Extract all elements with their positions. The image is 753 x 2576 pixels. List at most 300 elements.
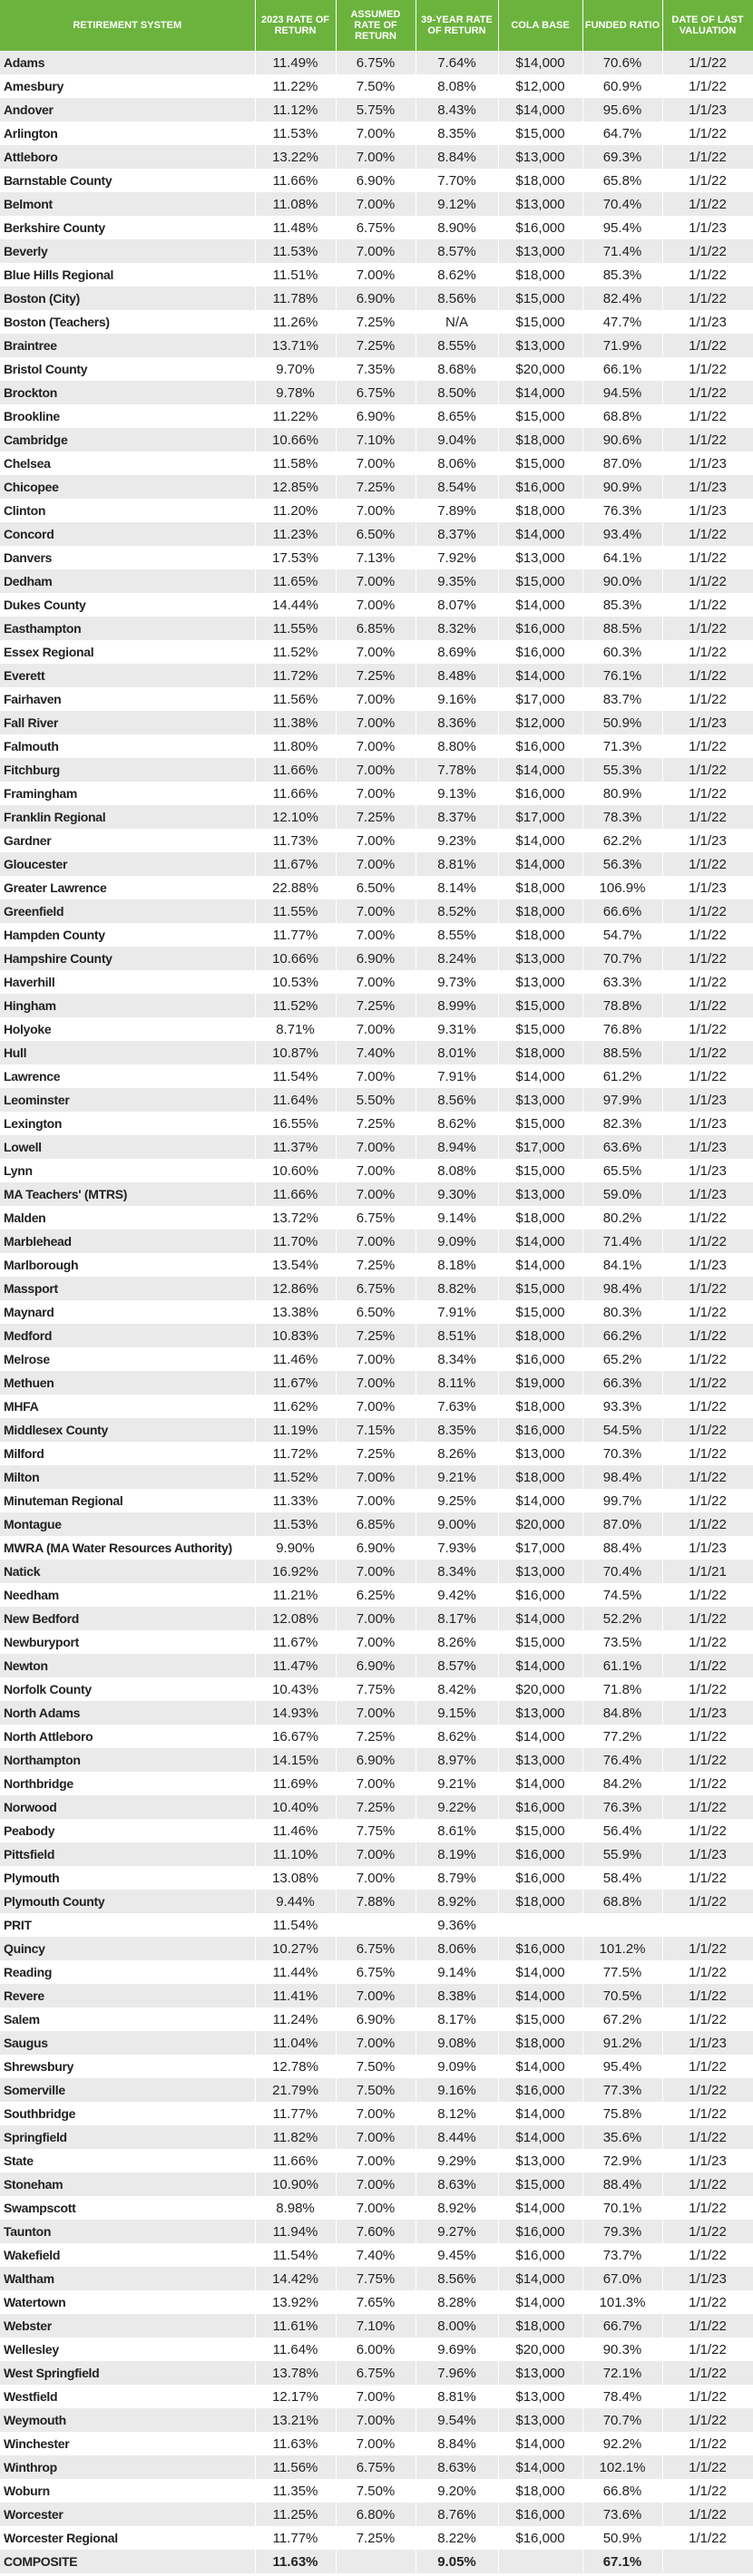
assumed-rate-of-return-cell: 5.75% [336, 98, 416, 122]
funded-ratio-cell: 77.5% [582, 1960, 662, 1984]
cola-base-cell: $14,000 [498, 2455, 582, 2479]
assumed-rate-of-return-cell: 7.00% [336, 2125, 416, 2149]
system-name-cell: Milton [0, 1465, 255, 1489]
funded-ratio-cell: 50.9% [582, 2526, 662, 2550]
rate-of-return-39-year-cell: 8.97% [416, 1748, 498, 1772]
date-of-last-valuation-cell: 1/1/22 [662, 1230, 753, 1253]
assumed-rate-of-return-cell: 7.75% [336, 2267, 416, 2290]
date-of-last-valuation-cell: 1/1/23 [662, 2149, 753, 2173]
cola-base-cell: $14,000 [498, 1253, 582, 1277]
rate-of-return-2023-cell: 11.48% [255, 216, 336, 239]
table-header [0, 0, 753, 51]
rate-of-return-39-year-cell: 8.51% [416, 1324, 498, 1347]
table-row [0, 404, 753, 428]
date-of-last-valuation-cell: 1/1/22 [662, 970, 753, 994]
system-name-cell: COMPOSITE [0, 2550, 255, 2573]
rate-of-return-39-year-cell: 9.09% [416, 2055, 498, 2078]
rate-of-return-39-year-cell: 8.82% [416, 1277, 498, 1300]
table-row [0, 1984, 753, 2007]
table-row [0, 1135, 753, 1159]
assumed-rate-of-return-cell: 7.50% [336, 2055, 416, 2078]
rate-of-return-2023-cell: 11.82% [255, 2125, 336, 2149]
rate-of-return-2023-cell: 11.12% [255, 98, 336, 122]
header-2023-rate-of-return: 2023 RATE OF RETURN [255, 0, 336, 51]
date-of-last-valuation-cell: 1/1/22 [662, 122, 753, 145]
funded-ratio-cell: 80.9% [582, 782, 662, 805]
funded-ratio-cell: 56.4% [582, 1819, 662, 1842]
rate-of-return-2023-cell: 11.41% [255, 1984, 336, 2007]
system-name-cell: Weymouth [0, 2408, 255, 2432]
rate-of-return-39-year-cell: 8.42% [416, 1677, 498, 1701]
assumed-rate-of-return-cell: 6.90% [336, 2007, 416, 2031]
rate-of-return-39-year-cell: 9.73% [416, 970, 498, 994]
system-name-cell: Greenfield [0, 899, 255, 923]
assumed-rate-of-return-cell: 7.00% [336, 145, 416, 169]
system-name-cell: Malden [0, 1206, 255, 1230]
cola-base-cell: $15,000 [498, 1630, 582, 1654]
funded-ratio-cell: 85.3% [582, 263, 662, 287]
date-of-last-valuation-cell: 1/1/22 [662, 2385, 753, 2408]
rate-of-return-39-year-cell: 7.64% [416, 51, 498, 74]
date-of-last-valuation-cell: 1/1/22 [662, 923, 753, 947]
date-of-last-valuation-cell: 1/1/22 [662, 1324, 753, 1347]
assumed-rate-of-return-cell: 6.75% [336, 51, 416, 74]
assumed-rate-of-return-cell: 7.00% [336, 1395, 416, 1418]
rate-of-return-39-year-cell: 7.93% [416, 1536, 498, 1560]
table-row [0, 2149, 753, 2173]
cola-base-cell: $14,000 [498, 2290, 582, 2314]
system-name-cell: Concord [0, 522, 255, 546]
funded-ratio-cell: 84.1% [582, 1253, 662, 1277]
funded-ratio-cell: 76.4% [582, 1748, 662, 1772]
table-row [0, 1772, 753, 1795]
table-row [0, 2503, 753, 2526]
rate-of-return-2023-cell: 11.21% [255, 1583, 336, 1607]
funded-ratio-cell: 76.1% [582, 664, 662, 687]
cola-base-cell: $15,000 [498, 1112, 582, 1135]
assumed-rate-of-return-cell: 7.00% [336, 758, 416, 782]
rate-of-return-39-year-cell: 9.45% [416, 2243, 498, 2267]
rate-of-return-39-year-cell: 8.81% [416, 852, 498, 876]
system-name-cell: Peabody [0, 1819, 255, 1842]
system-name-cell: Lynn [0, 1159, 255, 1182]
assumed-rate-of-return-cell: 7.00% [336, 2385, 416, 2408]
cola-base-cell: $16,000 [498, 1347, 582, 1371]
rate-of-return-2023-cell: 16.67% [255, 1725, 336, 1748]
cola-base-cell: $17,000 [498, 1536, 582, 1560]
assumed-rate-of-return-cell: 6.75% [336, 2455, 416, 2479]
funded-ratio-cell: 68.8% [582, 1890, 662, 1913]
funded-ratio-cell: 64.7% [582, 122, 662, 145]
rate-of-return-2023-cell: 11.47% [255, 1654, 336, 1677]
rate-of-return-2023-cell: 11.78% [255, 287, 336, 310]
system-name-cell: Stoneham [0, 2173, 255, 2196]
rate-of-return-39-year-cell: 8.26% [416, 1630, 498, 1654]
rate-of-return-2023-cell: 11.63% [255, 2432, 336, 2455]
funded-ratio-cell: 93.3% [582, 1395, 662, 1418]
cola-base-cell: $13,000 [498, 1088, 582, 1112]
table-row [0, 1866, 753, 1890]
date-of-last-valuation-cell: 1/1/22 [662, 334, 753, 357]
cola-base-cell: $16,000 [498, 617, 582, 640]
rate-of-return-39-year-cell: 9.30% [416, 1182, 498, 1206]
assumed-rate-of-return-cell: 7.00% [336, 1560, 416, 1583]
rate-of-return-39-year-cell: 8.55% [416, 334, 498, 357]
system-name-cell: Brockton [0, 381, 255, 404]
rate-of-return-39-year-cell: 7.78% [416, 758, 498, 782]
rate-of-return-39-year-cell: 9.14% [416, 1960, 498, 1984]
rate-of-return-39-year-cell: 9.27% [416, 2220, 498, 2243]
rate-of-return-2023-cell: 11.63% [255, 2550, 336, 2573]
cola-base-cell: $14,000 [498, 829, 582, 852]
date-of-last-valuation-cell [662, 2550, 753, 2573]
rate-of-return-39-year-cell: 8.38% [416, 1984, 498, 2007]
table-row [0, 2196, 753, 2220]
cola-base-cell: $14,000 [498, 381, 582, 404]
rate-of-return-2023-cell: 11.55% [255, 617, 336, 640]
system-name-cell: Massport [0, 1277, 255, 1300]
rate-of-return-39-year-cell: 8.57% [416, 239, 498, 263]
system-name-cell: Lexington [0, 1112, 255, 1135]
rate-of-return-2023-cell: 9.44% [255, 1890, 336, 1913]
rate-of-return-39-year-cell: 9.20% [416, 2479, 498, 2503]
date-of-last-valuation-cell: 1/1/22 [662, 1819, 753, 1842]
rate-of-return-39-year-cell: 7.89% [416, 499, 498, 522]
funded-ratio-cell: 58.4% [582, 1866, 662, 1890]
rate-of-return-2023-cell: 11.94% [255, 2220, 336, 2243]
table-row [0, 2314, 753, 2338]
header-row [0, 0, 753, 51]
rate-of-return-39-year-cell: 8.84% [416, 145, 498, 169]
table-row [0, 1465, 753, 1489]
system-name-cell: Woburn [0, 2479, 255, 2503]
table-row [0, 216, 753, 239]
system-name-cell: PRIT [0, 1913, 255, 1937]
cola-base-cell: $13,000 [498, 145, 582, 169]
funded-ratio-cell: 66.7% [582, 2314, 662, 2338]
table-row [0, 734, 753, 758]
assumed-rate-of-return-cell [336, 2550, 416, 2573]
rate-of-return-39-year-cell: 8.65% [416, 404, 498, 428]
rate-of-return-2023-cell: 11.77% [255, 923, 336, 947]
funded-ratio-cell: 59.0% [582, 1182, 662, 1206]
rate-of-return-2023-cell: 10.53% [255, 970, 336, 994]
header-cola-base: COLA BASE [498, 0, 582, 51]
cola-base-cell: $16,000 [498, 1795, 582, 1819]
rate-of-return-39-year-cell: 8.37% [416, 522, 498, 546]
rate-of-return-2023-cell: 13.38% [255, 1300, 336, 1324]
funded-ratio-cell: 106.9% [582, 876, 662, 899]
table-row [0, 970, 753, 994]
rate-of-return-2023-cell: 12.86% [255, 1277, 336, 1300]
rate-of-return-2023-cell: 11.10% [255, 1842, 336, 1866]
assumed-rate-of-return-cell: 7.00% [336, 1465, 416, 1489]
funded-ratio-cell: 55.3% [582, 758, 662, 782]
rate-of-return-2023-cell: 12.78% [255, 2055, 336, 2078]
cola-base-cell: $15,000 [498, 287, 582, 310]
system-name-cell: Dedham [0, 569, 255, 593]
assumed-rate-of-return-cell: 7.15% [336, 1418, 416, 1442]
assumed-rate-of-return-cell: 7.00% [336, 122, 416, 145]
cola-base-cell: $13,000 [498, 192, 582, 216]
date-of-last-valuation-cell: 1/1/23 [662, 2031, 753, 2055]
assumed-rate-of-return-cell: 6.85% [336, 1512, 416, 1536]
rate-of-return-2023-cell: 11.67% [255, 852, 336, 876]
assumed-rate-of-return-cell: 7.13% [336, 546, 416, 569]
rate-of-return-39-year-cell: 9.16% [416, 687, 498, 711]
header-assumed-rate-of-return: ASSUMED RATE OF RETURN [336, 0, 416, 51]
rate-of-return-2023-cell: 11.58% [255, 452, 336, 475]
cola-base-cell: $20,000 [498, 357, 582, 381]
assumed-rate-of-return-cell: 7.00% [336, 2102, 416, 2125]
rate-of-return-2023-cell: 10.40% [255, 1795, 336, 1819]
table-row [0, 1536, 753, 1560]
cola-base-cell: $14,000 [498, 2102, 582, 2125]
cola-base-cell: $13,000 [498, 1560, 582, 1583]
rate-of-return-2023-cell: 11.70% [255, 1230, 336, 1253]
table-row [0, 899, 753, 923]
table-row [0, 2408, 753, 2432]
system-name-cell: Greater Lawrence [0, 876, 255, 899]
assumed-rate-of-return-cell: 7.00% [336, 734, 416, 758]
table-row [0, 2031, 753, 2055]
rate-of-return-39-year-cell: 9.13% [416, 782, 498, 805]
rate-of-return-39-year-cell: 8.28% [416, 2290, 498, 2314]
cola-base-cell: $18,000 [498, 1465, 582, 1489]
rate-of-return-2023-cell: 11.56% [255, 2455, 336, 2479]
date-of-last-valuation-cell: 1/1/22 [662, 2338, 753, 2361]
rate-of-return-2023-cell: 11.54% [255, 1913, 336, 1937]
date-of-last-valuation-cell: 1/1/22 [662, 1064, 753, 1088]
date-of-last-valuation-cell: 1/1/23 [662, 711, 753, 734]
cola-base-cell: $14,000 [498, 2055, 582, 2078]
rate-of-return-2023-cell: 16.55% [255, 1112, 336, 1135]
assumed-rate-of-return-cell: 7.00% [336, 2149, 416, 2173]
rate-of-return-39-year-cell: 8.52% [416, 899, 498, 923]
funded-ratio-cell: 72.9% [582, 2149, 662, 2173]
funded-ratio-cell: 70.7% [582, 2408, 662, 2432]
cola-base-cell: $15,000 [498, 2007, 582, 2031]
cola-base-cell: $14,000 [498, 1984, 582, 2007]
rate-of-return-2023-cell: 11.55% [255, 899, 336, 923]
funded-ratio-cell: 80.2% [582, 1206, 662, 1230]
rate-of-return-2023-cell: 12.17% [255, 2385, 336, 2408]
table-row [0, 711, 753, 734]
cola-base-cell: $16,000 [498, 2526, 582, 2550]
rate-of-return-39-year-cell: 8.62% [416, 1112, 498, 1135]
table-row [0, 546, 753, 569]
rate-of-return-39-year-cell: 8.81% [416, 2385, 498, 2408]
rate-of-return-39-year-cell: 8.61% [416, 1819, 498, 1842]
cola-base-cell: $16,000 [498, 475, 582, 499]
date-of-last-valuation-cell: 1/1/23 [662, 499, 753, 522]
cola-base-cell: $13,000 [498, 546, 582, 569]
date-of-last-valuation-cell: 1/1/22 [662, 287, 753, 310]
assumed-rate-of-return-cell: 7.00% [336, 569, 416, 593]
rate-of-return-39-year-cell: 8.17% [416, 2007, 498, 2031]
rate-of-return-39-year-cell: 8.01% [416, 1041, 498, 1064]
assumed-rate-of-return-cell: 7.00% [336, 239, 416, 263]
date-of-last-valuation-cell [662, 1913, 753, 1937]
system-name-cell: Newton [0, 1654, 255, 1677]
system-name-cell: Amesbury [0, 74, 255, 98]
funded-ratio-cell: 65.2% [582, 1347, 662, 1371]
funded-ratio-cell: 88.4% [582, 2173, 662, 2196]
rate-of-return-39-year-cell: 8.92% [416, 2196, 498, 2220]
assumed-rate-of-return-cell: 7.00% [336, 1842, 416, 1866]
system-name-cell: Minuteman Regional [0, 1489, 255, 1512]
system-name-cell: Shrewsbury [0, 2055, 255, 2078]
funded-ratio-cell: 67.0% [582, 2267, 662, 2290]
table-row [0, 1842, 753, 1866]
cola-base-cell: $13,000 [498, 1701, 582, 1725]
date-of-last-valuation-cell: 1/1/22 [662, 593, 753, 617]
system-name-cell: Blue Hills Regional [0, 263, 255, 287]
table-row [0, 1112, 753, 1135]
table-row [0, 1253, 753, 1277]
cola-base-cell: $16,000 [498, 2078, 582, 2102]
rate-of-return-2023-cell: 11.52% [255, 1465, 336, 1489]
date-of-last-valuation-cell: 1/1/22 [662, 805, 753, 829]
funded-ratio-cell: 71.3% [582, 734, 662, 758]
table-row [0, 1677, 753, 1701]
date-of-last-valuation-cell: 1/1/23 [662, 2267, 753, 2290]
assumed-rate-of-return-cell: 6.90% [336, 1748, 416, 1772]
rate-of-return-2023-cell: 11.73% [255, 829, 336, 852]
assumed-rate-of-return-cell: 7.00% [336, 499, 416, 522]
table-row [0, 74, 753, 98]
funded-ratio-cell: 90.9% [582, 475, 662, 499]
rate-of-return-39-year-cell: 7.96% [416, 2361, 498, 2385]
system-name-cell: Marblehead [0, 1230, 255, 1253]
rate-of-return-2023-cell: 11.20% [255, 499, 336, 522]
table-row [0, 2455, 753, 2479]
cola-base-cell: $15,000 [498, 404, 582, 428]
cola-base-cell: $17,000 [498, 1135, 582, 1159]
funded-ratio-cell: 70.6% [582, 51, 662, 74]
rate-of-return-39-year-cell: 8.80% [416, 734, 498, 758]
date-of-last-valuation-cell: 1/1/23 [662, 310, 753, 334]
rate-of-return-39-year-cell: 8.35% [416, 1418, 498, 1442]
cola-base-cell: $14,000 [498, 2196, 582, 2220]
assumed-rate-of-return-cell: 7.00% [336, 1607, 416, 1630]
assumed-rate-of-return-cell: 7.00% [336, 1182, 416, 1206]
rate-of-return-2023-cell: 11.35% [255, 2479, 336, 2503]
table-row [0, 1064, 753, 1088]
assumed-rate-of-return-cell: 7.25% [336, 994, 416, 1017]
date-of-last-valuation-cell: 1/1/22 [662, 2220, 753, 2243]
cola-base-cell: $18,000 [498, 1041, 582, 1064]
system-name-cell: Norwood [0, 1795, 255, 1819]
table-row [0, 475, 753, 499]
cola-base-cell: $18,000 [498, 899, 582, 923]
system-name-cell: Marlborough [0, 1253, 255, 1277]
funded-ratio-cell: 101.2% [582, 1937, 662, 1960]
date-of-last-valuation-cell: 1/1/22 [662, 640, 753, 664]
system-name-cell: Methuen [0, 1371, 255, 1395]
rate-of-return-2023-cell: 11.51% [255, 263, 336, 287]
cola-base-cell: $14,000 [498, 1607, 582, 1630]
rate-of-return-39-year-cell: 8.55% [416, 923, 498, 947]
date-of-last-valuation-cell: 1/1/22 [662, 2479, 753, 2503]
date-of-last-valuation-cell: 1/1/22 [662, 734, 753, 758]
system-name-cell: Easthampton [0, 617, 255, 640]
table-row [0, 2432, 753, 2455]
table-row [0, 145, 753, 169]
assumed-rate-of-return-cell: 7.25% [336, 1324, 416, 1347]
rate-of-return-39-year-cell: 8.35% [416, 122, 498, 145]
cola-base-cell: $12,000 [498, 74, 582, 98]
rate-of-return-2023-cell: 11.38% [255, 711, 336, 734]
cola-base-cell: $16,000 [498, 2503, 582, 2526]
cola-base-cell: $13,000 [498, 239, 582, 263]
table-row [0, 2361, 753, 2385]
funded-ratio-cell: 61.2% [582, 1064, 662, 1088]
system-name-cell: Holyoke [0, 1017, 255, 1041]
date-of-last-valuation-cell: 1/1/23 [662, 1701, 753, 1725]
assumed-rate-of-return-cell: 7.00% [336, 1159, 416, 1182]
funded-ratio-cell: 91.2% [582, 2031, 662, 2055]
rate-of-return-2023-cell: 11.67% [255, 1630, 336, 1654]
table-row [0, 239, 753, 263]
rate-of-return-2023-cell: 13.92% [255, 2290, 336, 2314]
system-name-cell: Framingham [0, 782, 255, 805]
funded-ratio-cell: 97.9% [582, 1088, 662, 1112]
funded-ratio-cell: 70.3% [582, 1442, 662, 1465]
date-of-last-valuation-cell: 1/1/22 [662, 1371, 753, 1395]
table-row [0, 1607, 753, 1630]
rate-of-return-39-year-cell: 8.07% [416, 593, 498, 617]
rate-of-return-39-year-cell: 9.21% [416, 1772, 498, 1795]
funded-ratio-cell: 92.2% [582, 2432, 662, 2455]
table-row [0, 664, 753, 687]
system-name-cell: Hingham [0, 994, 255, 1017]
table-row [0, 1583, 753, 1607]
date-of-last-valuation-cell: 1/1/22 [662, 74, 753, 98]
assumed-rate-of-return-cell: 7.25% [336, 1253, 416, 1277]
cola-base-cell: $14,000 [498, 1960, 582, 1984]
cola-base-cell: $14,000 [498, 522, 582, 546]
date-of-last-valuation-cell: 1/1/22 [662, 145, 753, 169]
cola-base-cell: $13,000 [498, 2385, 582, 2408]
assumed-rate-of-return-cell: 7.00% [336, 2031, 416, 2055]
assumed-rate-of-return-cell: 7.00% [336, 852, 416, 876]
cola-base-cell: $16,000 [498, 782, 582, 805]
funded-ratio-cell: 55.9% [582, 1842, 662, 1866]
rate-of-return-39-year-cell: 9.09% [416, 1230, 498, 1253]
assumed-rate-of-return-cell: 7.00% [336, 1371, 416, 1395]
table-row [0, 1890, 753, 1913]
assumed-rate-of-return-cell: 7.00% [336, 263, 416, 287]
table-row [0, 1324, 753, 1347]
cola-base-cell: $14,000 [498, 758, 582, 782]
table-row [0, 1512, 753, 1536]
rate-of-return-2023-cell: 14.15% [255, 1748, 336, 1772]
cola-base-cell: $18,000 [498, 428, 582, 452]
system-name-cell: North Adams [0, 1701, 255, 1725]
rate-of-return-2023-cell: 11.54% [255, 2243, 336, 2267]
funded-ratio-cell: 77.2% [582, 1725, 662, 1748]
funded-ratio-cell: 67.2% [582, 2007, 662, 2031]
cola-base-cell: $14,000 [498, 51, 582, 74]
system-name-cell: Leominster [0, 1088, 255, 1112]
rate-of-return-2023-cell: 11.64% [255, 2338, 336, 2361]
cola-base-cell: $18,000 [498, 876, 582, 899]
rate-of-return-39-year-cell: 9.35% [416, 569, 498, 593]
table-row [0, 617, 753, 640]
rate-of-return-2023-cell: 12.85% [255, 475, 336, 499]
rate-of-return-2023-cell: 11.46% [255, 1347, 336, 1371]
